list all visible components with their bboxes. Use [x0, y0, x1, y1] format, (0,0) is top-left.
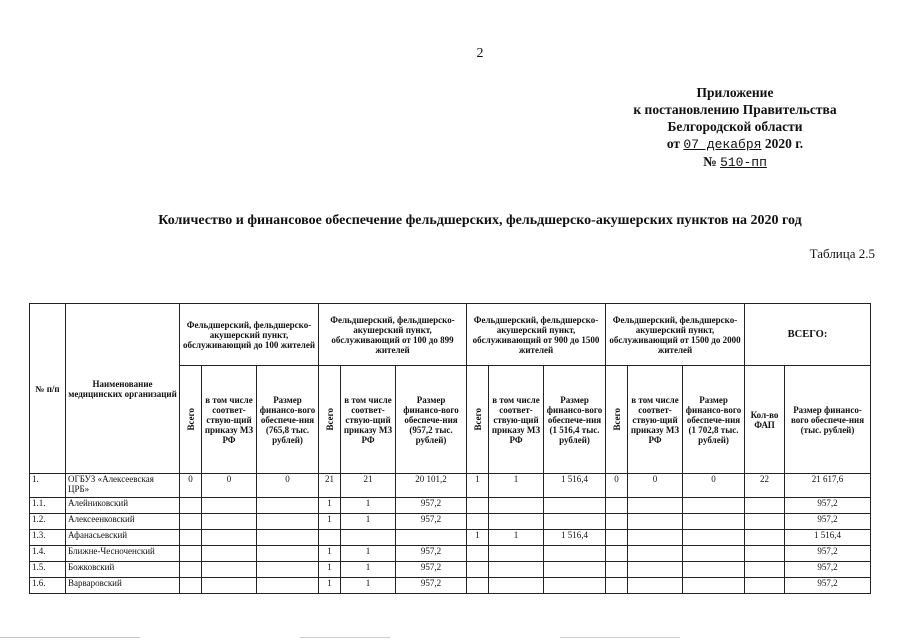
table-cell	[257, 514, 319, 530]
header-org: Наименование медицинских организаций	[66, 304, 180, 474]
table-cell: 22	[745, 474, 785, 498]
table-cell: 0	[180, 474, 202, 498]
table-cell	[745, 562, 785, 578]
header-total-group: ВСЕГО:	[745, 304, 871, 366]
table-cell: 1	[319, 546, 341, 562]
table-cell: 21 617,6	[785, 474, 871, 498]
table-cell: 1	[341, 498, 396, 514]
appendix-line: Белгородской области	[667, 119, 803, 134]
table-cell	[628, 514, 683, 530]
table-cell: 957,2	[785, 546, 871, 562]
table-cell	[628, 578, 683, 594]
table-cell: 1.1.	[30, 498, 66, 514]
table-cell: 1.3.	[30, 530, 66, 546]
table-cell: Афанасьевский	[66, 530, 180, 546]
header-group-3: Фельдшерский, фельдшерско-акушерский пункт, обслуживающий от 900 до 1500 жителей	[467, 304, 606, 366]
table-cell: 1	[319, 562, 341, 578]
scan-artifact	[300, 637, 390, 638]
table-cell	[628, 562, 683, 578]
table-cell: 1	[341, 546, 396, 562]
header-total-text: Всего	[185, 408, 196, 431]
header-group-4: Фельдшерский, фельдшерско-акушерский пункт, обслуживающий от 1500 до 2000 жителей	[606, 304, 745, 366]
table-cell	[202, 562, 257, 578]
table-cell	[745, 498, 785, 514]
table-cell: 957,2	[396, 562, 467, 578]
appendix-block	[560, 84, 905, 171]
table-cell: 1	[319, 514, 341, 530]
table-cell	[606, 562, 628, 578]
table-cell	[606, 546, 628, 562]
table-cell	[745, 546, 785, 562]
appendix-number	[560, 153, 905, 171]
header-total-text: Всего	[611, 408, 622, 431]
table-cell: 1 516,4	[785, 530, 871, 546]
header-total	[606, 366, 628, 474]
table-cell	[544, 546, 606, 562]
date-value: 07 декабря	[683, 137, 762, 152]
table-cell	[319, 530, 341, 546]
table-cell	[467, 578, 489, 594]
table-cell: 957,2	[785, 498, 871, 514]
header-total-fin: Размер финансо-вого обеспече-ния (тыс. рублей)	[785, 366, 871, 474]
table-cell	[180, 498, 202, 514]
table-cell: 1.5.	[30, 562, 66, 578]
table-cell: 20 101,2	[396, 474, 467, 498]
header-group-1: Фельдшерский, фельдшерско-акушерский пункт, обслуживающий до 100 жителей	[180, 304, 319, 366]
header-incl: в том числе соответ-ствую-щий приказу МЗ РФ	[489, 366, 544, 474]
table-cell	[489, 578, 544, 594]
table-cell: 1.2.	[30, 514, 66, 530]
table-cell	[489, 498, 544, 514]
table-cell	[628, 546, 683, 562]
table-cell	[489, 514, 544, 530]
scan-artifact	[0, 637, 140, 638]
table-cell	[202, 578, 257, 594]
table-cell	[257, 530, 319, 546]
table-cell: Ближне-Чесноченский	[66, 546, 180, 562]
header-count: Кол-во ФАП	[745, 366, 785, 474]
table-label: Таблица 2.5	[809, 246, 875, 261]
number-value: 510-пп	[720, 155, 767, 170]
table-cell: ОГБУЗ «Алексеевская ЦРБ»	[66, 474, 180, 498]
table-cell	[467, 562, 489, 578]
table-cell: Варваровский	[66, 578, 180, 594]
table-cell: 1	[319, 578, 341, 594]
header-fin: Размер финансо-вого обеспече-ния (765,8 тыс. рублей)	[257, 366, 319, 474]
table-cell: 0	[606, 474, 628, 498]
table-cell	[257, 498, 319, 514]
table-cell	[683, 546, 745, 562]
table-cell: 1	[467, 530, 489, 546]
table-cell	[544, 498, 606, 514]
table-cell: 1.6.	[30, 578, 66, 594]
table-cell: 21	[319, 474, 341, 498]
table-cell	[628, 530, 683, 546]
table-cell	[396, 530, 467, 546]
appendix-line: к постановлению Правительства	[633, 102, 837, 117]
table-cell	[467, 546, 489, 562]
header-total	[467, 366, 489, 474]
header-total	[319, 366, 341, 474]
table-cell	[202, 546, 257, 562]
table-cell	[606, 498, 628, 514]
table-cell: 1	[489, 474, 544, 498]
table-cell: 1	[319, 498, 341, 514]
table-cell	[628, 498, 683, 514]
date-suffix: 2020 г.	[764, 136, 804, 151]
table-cell	[489, 546, 544, 562]
header-row-groups	[30, 304, 871, 366]
header-incl: в том числе соответ-ствую-щий приказу МЗ РФ	[628, 366, 683, 474]
table-cell: 0	[628, 474, 683, 498]
table-cell	[683, 498, 745, 514]
table-row	[30, 474, 871, 498]
header-fin: Размер финансо-вого обеспече-ния (1 702,8 тыс. рублей)	[683, 366, 745, 474]
page-number: 2	[476, 46, 484, 61]
table-cell	[257, 578, 319, 594]
table-cell: 1	[341, 562, 396, 578]
table-row	[30, 514, 871, 530]
table-cell	[202, 498, 257, 514]
table-cell	[257, 562, 319, 578]
table-cell: Божковский	[66, 562, 180, 578]
appendix-date	[560, 135, 905, 153]
header-total	[180, 366, 202, 474]
table-cell: 1 516,4	[544, 474, 606, 498]
table-cell	[544, 562, 606, 578]
table-row	[30, 530, 871, 546]
header-num: № п/п	[30, 304, 66, 474]
table-cell: 0	[202, 474, 257, 498]
header-total-text: Всего	[324, 408, 335, 431]
table-cell: 21	[341, 474, 396, 498]
table-cell	[180, 530, 202, 546]
table-cell	[544, 578, 606, 594]
table-cell: 0	[683, 474, 745, 498]
table-cell: 957,2	[785, 578, 871, 594]
header-incl: в том числе соответ-ствую-щий приказу МЗ РФ	[202, 366, 257, 474]
table-cell: 957,2	[396, 546, 467, 562]
table-cell	[544, 514, 606, 530]
table-cell: Алейниковский	[66, 498, 180, 514]
table-cell	[180, 546, 202, 562]
table-cell	[180, 514, 202, 530]
table-cell	[180, 578, 202, 594]
table-cell	[341, 530, 396, 546]
scan-artifact	[560, 637, 680, 638]
header-fin: Размер финансо-вого обеспече-ния (957,2 тыс. рублей)	[396, 366, 467, 474]
header-incl: в том числе соответ-ствую-щий приказу МЗ РФ	[341, 366, 396, 474]
table-cell	[606, 514, 628, 530]
table-cell	[489, 562, 544, 578]
table-cell	[683, 514, 745, 530]
table-cell	[606, 530, 628, 546]
number-prefix: №	[703, 154, 717, 169]
table-cell: 1	[467, 474, 489, 498]
table-cell	[745, 514, 785, 530]
table-cell: 957,2	[396, 514, 467, 530]
appendix-line: Приложение	[696, 85, 774, 100]
table-row	[30, 578, 871, 594]
table-cell: 1.4.	[30, 546, 66, 562]
table-cell	[606, 578, 628, 594]
data-table	[29, 303, 871, 594]
header-fin: Размер финансо-вого обеспече-ния (1 516,4 тыс. рублей)	[544, 366, 606, 474]
table-cell: 957,2	[396, 498, 467, 514]
table-cell: 1	[341, 514, 396, 530]
table-row	[30, 562, 871, 578]
table-cell	[467, 514, 489, 530]
table-cell	[467, 498, 489, 514]
table-body	[30, 474, 871, 594]
table-row	[30, 498, 871, 514]
date-prefix: от	[666, 136, 681, 151]
table-cell: 1	[341, 578, 396, 594]
table-cell	[180, 562, 202, 578]
table-cell: 957,2	[785, 562, 871, 578]
table-cell: 1	[489, 530, 544, 546]
table-row	[30, 546, 871, 562]
table-cell: Алексеенковский	[66, 514, 180, 530]
table-cell: 957,2	[785, 514, 871, 530]
table-cell	[257, 546, 319, 562]
header-group-2: Фельдшерский, фельдшерско-акушерский пункт, обслуживающий от 100 до 899 жителей	[319, 304, 467, 366]
table-cell	[745, 530, 785, 546]
table-cell	[683, 530, 745, 546]
document-title: Количество и финансовое обеспечение фельдшерских, фельдшерско-акушерских пунктов на 2020 год	[158, 213, 802, 228]
table-cell	[745, 578, 785, 594]
table-cell: 1 516,4	[544, 530, 606, 546]
table-cell: 957,2	[396, 578, 467, 594]
table-cell: 1.	[30, 474, 66, 498]
table-cell	[202, 514, 257, 530]
header-total-text: Всего	[472, 408, 483, 431]
table-cell	[202, 530, 257, 546]
table-cell: 0	[257, 474, 319, 498]
table-cell	[683, 578, 745, 594]
table-cell	[683, 562, 745, 578]
